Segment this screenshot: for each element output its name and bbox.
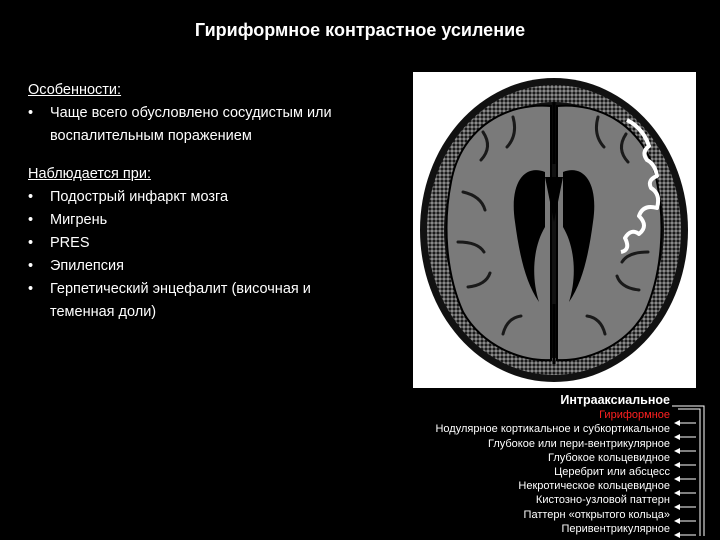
legend-item: Некротическое кольцевидное xyxy=(518,480,670,493)
observed-section xyxy=(28,163,378,324)
observed-list xyxy=(28,186,378,324)
legend-heading: Интрааксиальное xyxy=(560,393,670,407)
legend-item: Глубокое или пери-вентрикулярное xyxy=(488,437,670,450)
observed-item: • PRES xyxy=(28,232,378,255)
features-section xyxy=(28,79,378,148)
legend-item: Нодулярное кортикальное и субкортикальное xyxy=(435,423,670,436)
legend-item: Паттерн «открытого кольца» xyxy=(523,508,670,521)
legend-item: Гириформное xyxy=(599,409,670,422)
features-heading: Особенности: xyxy=(28,82,122,98)
legend-bracket xyxy=(670,400,712,540)
features-list xyxy=(28,102,378,148)
legend-item: Кистозно-узловой паттерн xyxy=(535,494,670,507)
legend-item: Перивентрикулярное xyxy=(561,522,670,535)
features-item: • Чаще всего обусловлено сосудистым или воспалительным поражением xyxy=(28,102,378,148)
legend-item: Церебрит или абсцесс xyxy=(554,466,670,479)
enhancement-legend xyxy=(380,393,670,536)
observed-item: • Герпетический энцефалит (височная и теменная доли) xyxy=(28,278,378,324)
observed-item: • Подострый инфаркт мозга xyxy=(28,186,378,209)
legend-item: Глубокое кольцевидное xyxy=(548,451,670,464)
slide-title: Гириформное контрастное усиление xyxy=(194,20,526,40)
observed-item: • Мигрень xyxy=(28,209,378,232)
brain-axial-illustration xyxy=(413,72,696,388)
observed-heading: Наблюдается при: xyxy=(28,166,151,182)
observed-item: • Эпилепсия xyxy=(28,255,378,278)
